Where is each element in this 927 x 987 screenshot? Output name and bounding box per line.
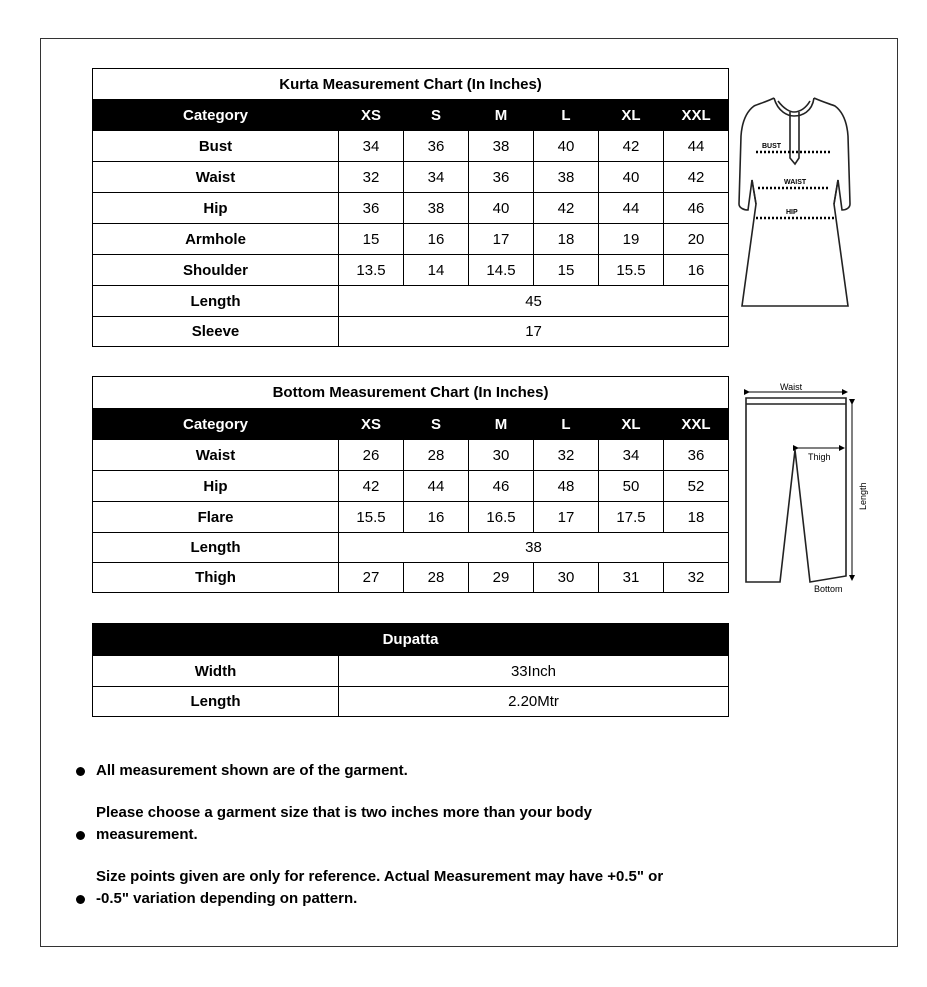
- table-cell: 42: [339, 471, 404, 502]
- table-cell: 36: [404, 131, 469, 162]
- table-row: [93, 162, 729, 193]
- kurta-diagram: [736, 92, 854, 310]
- pants-diagram: [738, 380, 872, 598]
- table-cell: 40: [534, 131, 599, 162]
- row-label: Hip: [93, 193, 339, 224]
- table-cell: 16: [404, 502, 469, 533]
- table-cell: 13.5: [339, 255, 404, 286]
- table-cell: 34: [599, 440, 664, 471]
- kurta-measurement-table: [92, 68, 729, 347]
- note-text: measurement.: [96, 826, 198, 843]
- length-label: Length: [858, 482, 868, 510]
- table-cell: 36: [339, 193, 404, 224]
- table-cell: 15: [534, 255, 599, 286]
- table-cell: 28: [404, 563, 469, 593]
- row-label: Shoulder: [93, 255, 339, 286]
- table-cell: 15: [339, 224, 404, 255]
- header-size: XS: [339, 100, 404, 131]
- table-cell: 36: [664, 440, 729, 471]
- table-cell: 34: [339, 131, 404, 162]
- note-text: Please choose a garment size that is two inches more than your body: [96, 804, 592, 821]
- header-size: XL: [599, 100, 664, 131]
- note-text: Size points given are only for reference. Actual Measurement may have +0.5" or: [96, 868, 664, 885]
- bullet-icon: [76, 895, 85, 904]
- table-cell: 31: [599, 563, 664, 593]
- table-cell: 42: [534, 193, 599, 224]
- header-category: Category: [93, 409, 339, 440]
- table-row: [93, 193, 729, 224]
- table-cell: 14: [404, 255, 469, 286]
- row-label: Waist: [93, 162, 339, 193]
- note-text: All measurement shown are of the garment.: [96, 762, 408, 779]
- header-size: M: [469, 409, 534, 440]
- table-cell: 36: [469, 162, 534, 193]
- table-row: [93, 255, 729, 286]
- waist-label: Waist: [780, 382, 803, 392]
- table-row: [93, 533, 729, 563]
- table-cell: 17: [469, 224, 534, 255]
- bullet-icon: [76, 767, 85, 776]
- table-cell-merged: 38: [339, 533, 729, 563]
- row-label: Armhole: [93, 224, 339, 255]
- table-row: [93, 563, 729, 593]
- table-cell: 38: [404, 193, 469, 224]
- table-row: [93, 317, 729, 347]
- note-item: [76, 866, 736, 910]
- table-row: [93, 471, 729, 502]
- bullet-icon: [76, 831, 85, 840]
- row-label: Width: [93, 656, 339, 687]
- header-size: S: [404, 100, 469, 131]
- table-cell: 15.5: [599, 255, 664, 286]
- table-cell: 30: [469, 440, 534, 471]
- table-cell: 44: [599, 193, 664, 224]
- table-cell: 16.5: [469, 502, 534, 533]
- table-row: [93, 224, 729, 255]
- header-size: M: [469, 100, 534, 131]
- kurta-chart-title: Kurta Measurement Chart (In Inches): [93, 69, 729, 100]
- table-cell: 20: [664, 224, 729, 255]
- table-cell: 2.20Mtr: [339, 687, 729, 717]
- table-cell: 17.5: [599, 502, 664, 533]
- table-cell: 38: [534, 162, 599, 193]
- bottom-label: Bottom: [814, 584, 843, 594]
- table-row: [93, 131, 729, 162]
- row-label: Length: [93, 533, 339, 563]
- table-cell: 32: [339, 162, 404, 193]
- table-cell: 14.5: [469, 255, 534, 286]
- row-label: Waist: [93, 440, 339, 471]
- dupatta-measurement-table: [92, 623, 729, 717]
- bottom-chart-title: Bottom Measurement Chart (In Inches): [93, 377, 729, 409]
- table-row: [93, 502, 729, 533]
- table-cell: 38: [469, 131, 534, 162]
- header-category: Category: [93, 100, 339, 131]
- table-row: [93, 440, 729, 471]
- table-cell-merged: 45: [339, 286, 729, 317]
- table-cell: 28: [404, 440, 469, 471]
- note-item: [76, 802, 736, 846]
- bottom-measurement-table: [92, 376, 729, 593]
- table-cell: 16: [404, 224, 469, 255]
- bust-label: BUST: [762, 143, 782, 150]
- note-item: [76, 760, 736, 782]
- notes-list: [76, 760, 736, 910]
- header-size: XL: [599, 409, 664, 440]
- table-cell: 33Inch: [339, 656, 729, 687]
- table-cell: 40: [469, 193, 534, 224]
- table-cell: 15.5: [339, 502, 404, 533]
- table-cell: 40: [599, 162, 664, 193]
- hip-label: HIP: [786, 209, 798, 216]
- table-cell: 30: [534, 563, 599, 593]
- table-cell: 18: [664, 502, 729, 533]
- row-label: Length: [93, 286, 339, 317]
- table-cell: 32: [664, 563, 729, 593]
- table-row: [93, 656, 729, 687]
- dupatta-title: Dupatta: [93, 624, 729, 656]
- table-cell: 50: [599, 471, 664, 502]
- row-label: Hip: [93, 471, 339, 502]
- table-cell: 34: [404, 162, 469, 193]
- waist-label: WAIST: [784, 179, 807, 186]
- table-cell: 16: [664, 255, 729, 286]
- header-size: L: [534, 100, 599, 131]
- table-cell: 29: [469, 563, 534, 593]
- note-text: -0.5" variation depending on pattern.: [96, 890, 358, 907]
- row-label: Bust: [93, 131, 339, 162]
- row-label: Thigh: [93, 563, 339, 593]
- table-cell: 32: [534, 440, 599, 471]
- header-size: L: [534, 409, 599, 440]
- thigh-label: Thigh: [808, 452, 831, 462]
- table-cell: 18: [534, 224, 599, 255]
- table-cell: 52: [664, 471, 729, 502]
- table-cell-merged: 17: [339, 317, 729, 347]
- table-cell: 44: [404, 471, 469, 502]
- table-cell: 42: [664, 162, 729, 193]
- table-cell: 46: [469, 471, 534, 502]
- table-cell: 46: [664, 193, 729, 224]
- table-cell: 19: [599, 224, 664, 255]
- table-cell: 44: [664, 131, 729, 162]
- header-size: XS: [339, 409, 404, 440]
- header-size: S: [404, 409, 469, 440]
- table-cell: 17: [534, 502, 599, 533]
- header-size: XXL: [664, 100, 729, 131]
- table-cell: 27: [339, 563, 404, 593]
- table-cell: 42: [599, 131, 664, 162]
- table-cell: 48: [534, 471, 599, 502]
- table-row: [93, 286, 729, 317]
- table-row: [93, 687, 729, 717]
- row-label: Flare: [93, 502, 339, 533]
- row-label: Length: [93, 687, 339, 717]
- header-size: XXL: [664, 409, 729, 440]
- table-cell: 26: [339, 440, 404, 471]
- row-label: Sleeve: [93, 317, 339, 347]
